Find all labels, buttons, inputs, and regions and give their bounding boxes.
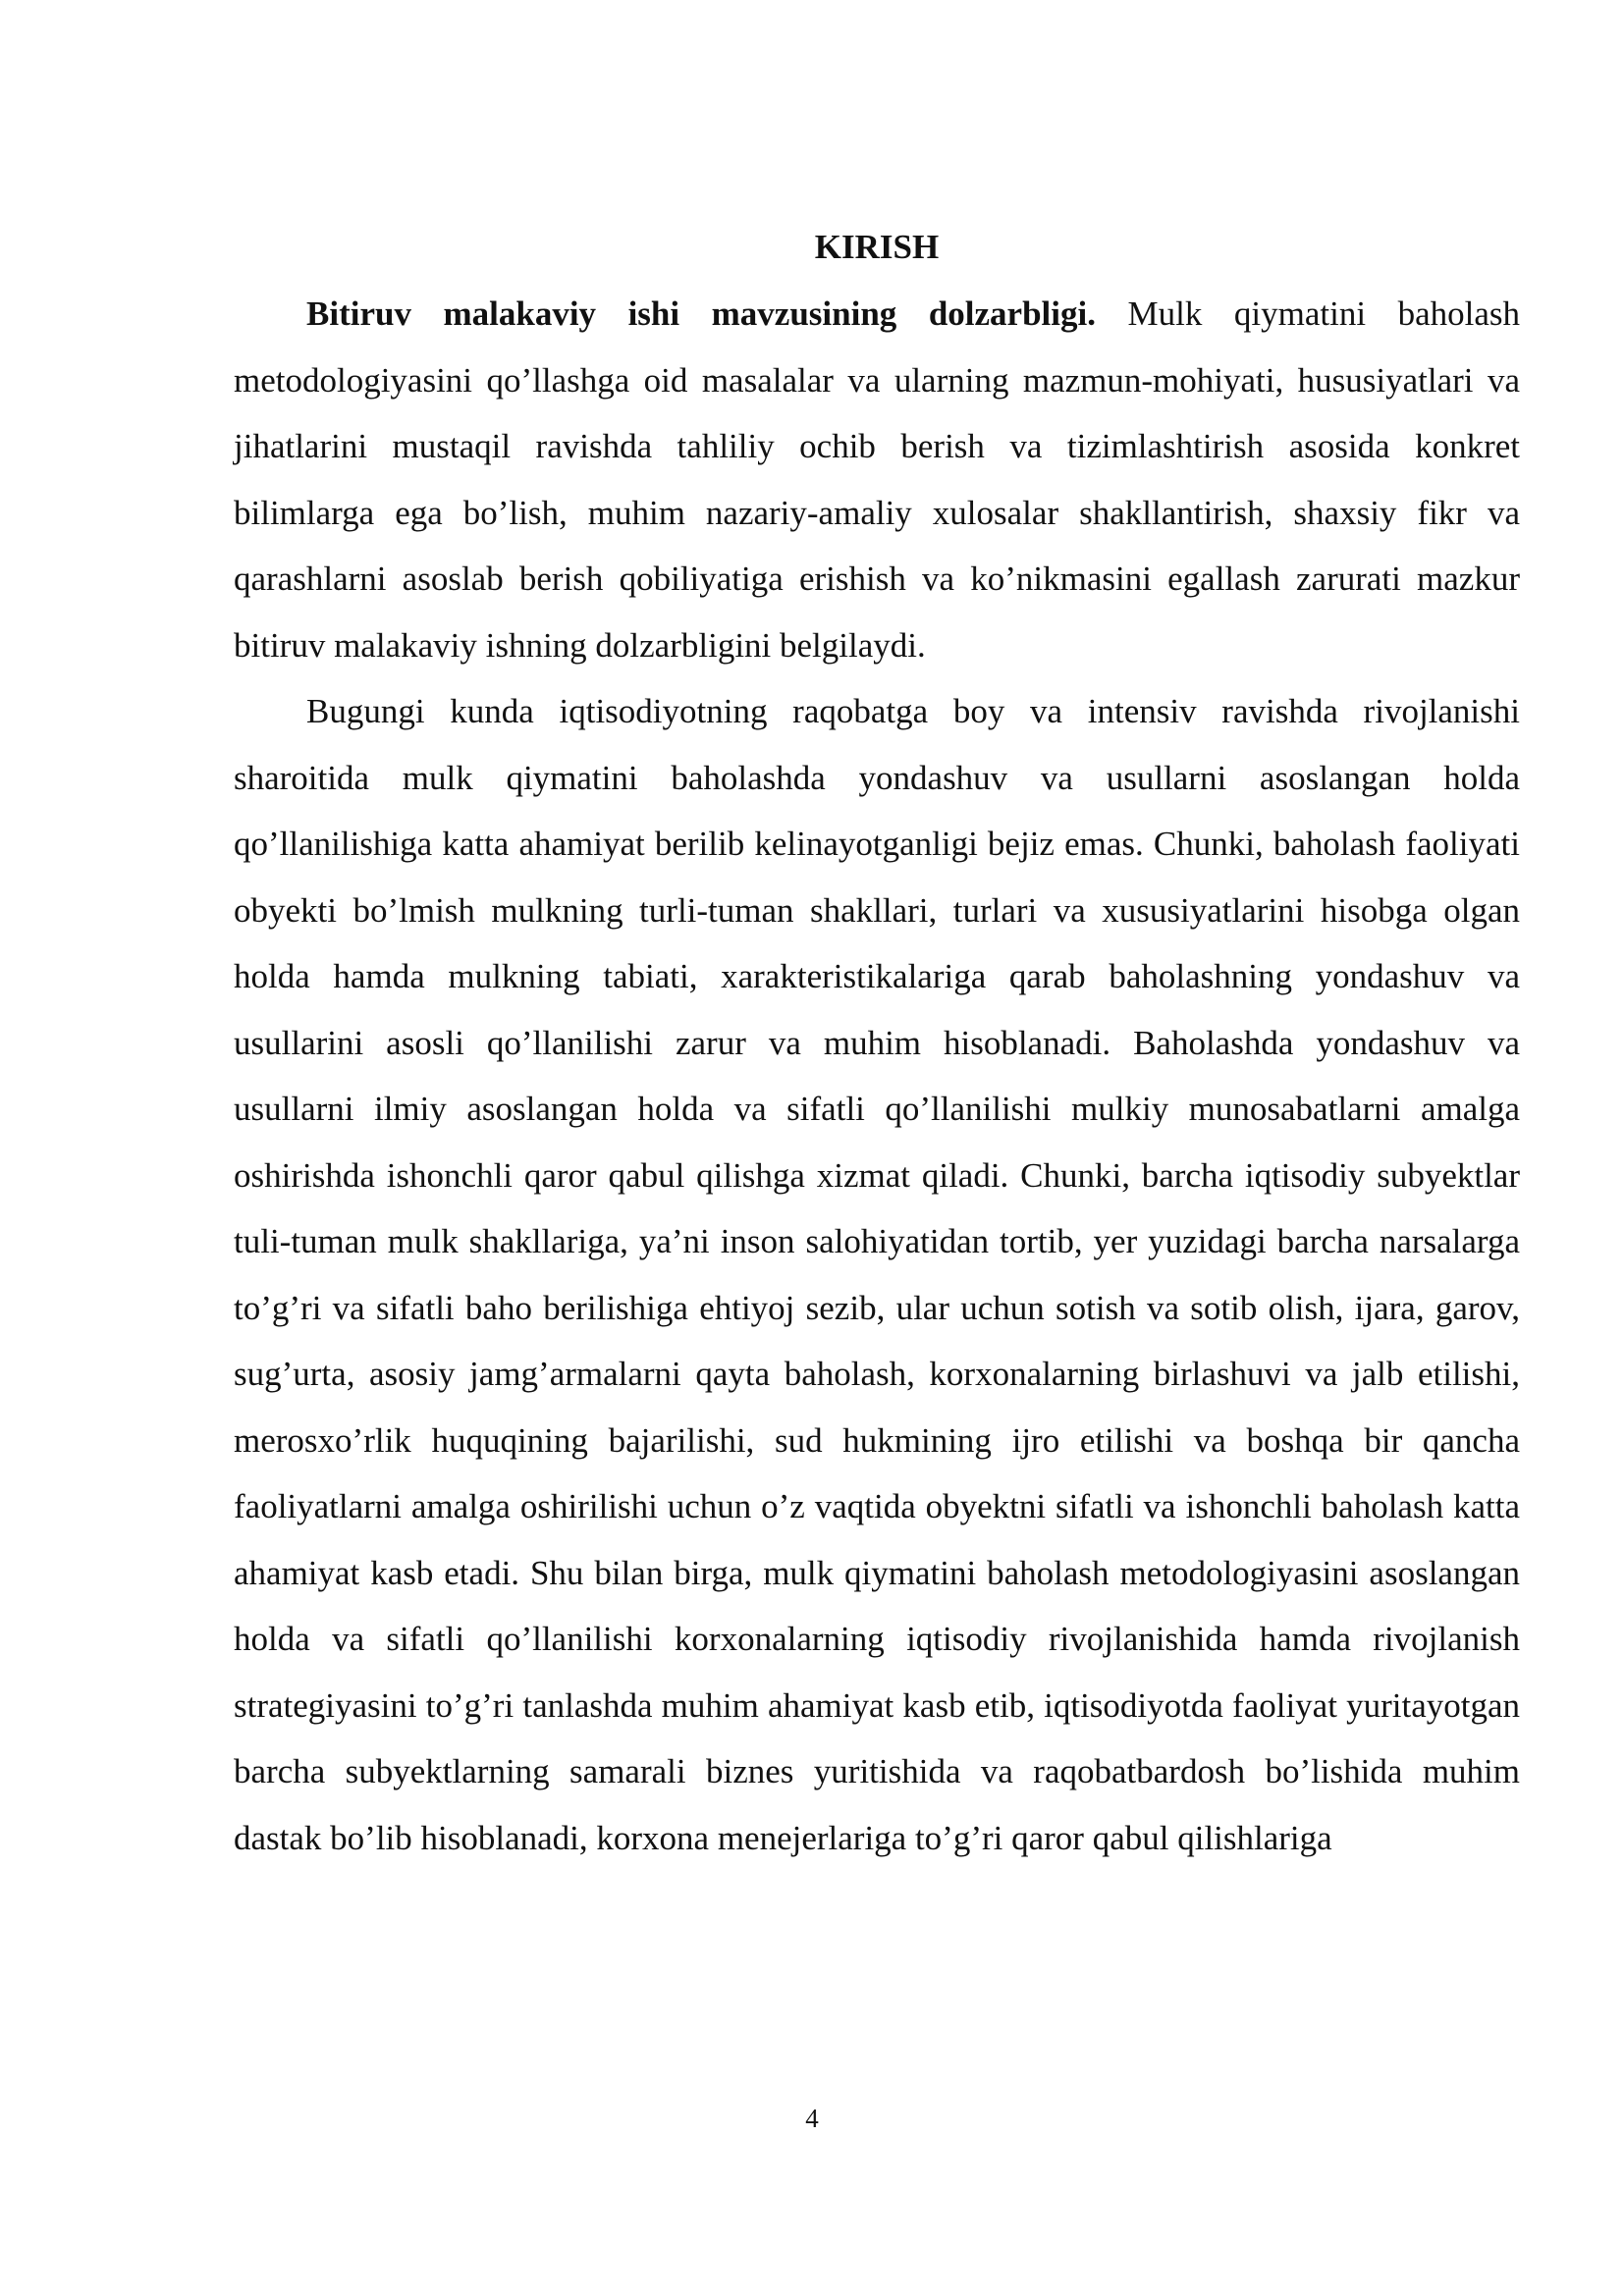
paragraph-text: Mulk qiymatini baholash metodologiyasini qo’llashga oid masalalar va ularning mazmun-mohiyati, hususiyatlari va jihatlarini mustaqil ravishda tahliliy ochib berish va tizimlashtirish asosida konkret bilimlarga ega bo’lish, muhim nazariy-amaliy xulosalar shakllantirish, shaxsiy fikr va qarashlarni asoslab berish qobiliyatiga erishish va ko’nikmasini egallash zarurati mazkur bitiruv malakaviy ishning dolzarbligini belgilaydi. bbox=[234, 294, 1520, 665]
page-title: KIRISH bbox=[814, 228, 940, 266]
paragraph-body bbox=[234, 678, 1520, 1871]
page-number: 4 bbox=[805, 2104, 819, 2133]
paragraph-lead: Bitiruv malakaviy ishi mavzusining dolzarbligi. bbox=[306, 294, 1096, 333]
paragraph-relevance bbox=[234, 281, 1520, 678]
page-content bbox=[234, 214, 1520, 1871]
paragraph-text: Bugungi kunda iqtisodiyotning raqobatga boy va intensiv ravishda rivojlanishi sharoitida mulk qiymatini baholashda yondashuv va usullarni asoslangan holda qo’llanilishiga katta ahamiyat berilib kelinayotganligi bejiz emas. Chunki, baholash faoliyati obyekti bo’lmish mulkning turli-tuman shakllari, turlari va xususiyatlarini hisobga olgan holda hamda mulkning tabiati, xarakteristikalariga qarab baholashning yondashuv va usullarini asosli qo’llanilishi zarur va muhim hisoblanadi. Baholashda yondashuv va usullarni ilmiy asoslangan holda va sifatli qo’llanilishi mulkiy munosabatlarni amalga oshirishda ishonchli qaror qabul qilishga xizmat qiladi. Chunki, barcha iqtisodiy subyektlar tuli-tuman mulk shakllariga, ya’ni inson salohiyatidan tortib, yer yuzidagi barcha narsalarga to’g’ri va sifatli baho berilishiga ehtiyoj sezib, ular uchun sotish va sotib olish, ijara, garov, sug’urta, asosiy jamg’armalarni qayta baholash, korxonalarning birlashuvi va jalb etilishi, merosxo’rlik huquqining bajarilishi, sud hukmining ijro etilishi va boshqa bir qancha faoliyatlarni amalga oshirilishi uchun o’z vaqtida obyektni sifatli va ishonchli baholash katta ahamiyat kasb etadi. Shu bilan birga, mulk qiymatini baholash metodologiyasini asoslangan holda va sifatli qo’llanilishi korxonalarning iqtisodiy rivojlanishida hamda rivojlanish strategiyasini to’g’ri tanlashda muhim ahamiyat kasb etib, iqtisodiyotda faoliyat yuritayotgan barcha subyektlarning samarali biznes yuritishida va raqobatbardosh bo’lishida muhim dastak bo’lib hisoblanadi, korxona menejerlariga to’g’ri qaror qabul qilishlariga bbox=[234, 692, 1520, 1857]
